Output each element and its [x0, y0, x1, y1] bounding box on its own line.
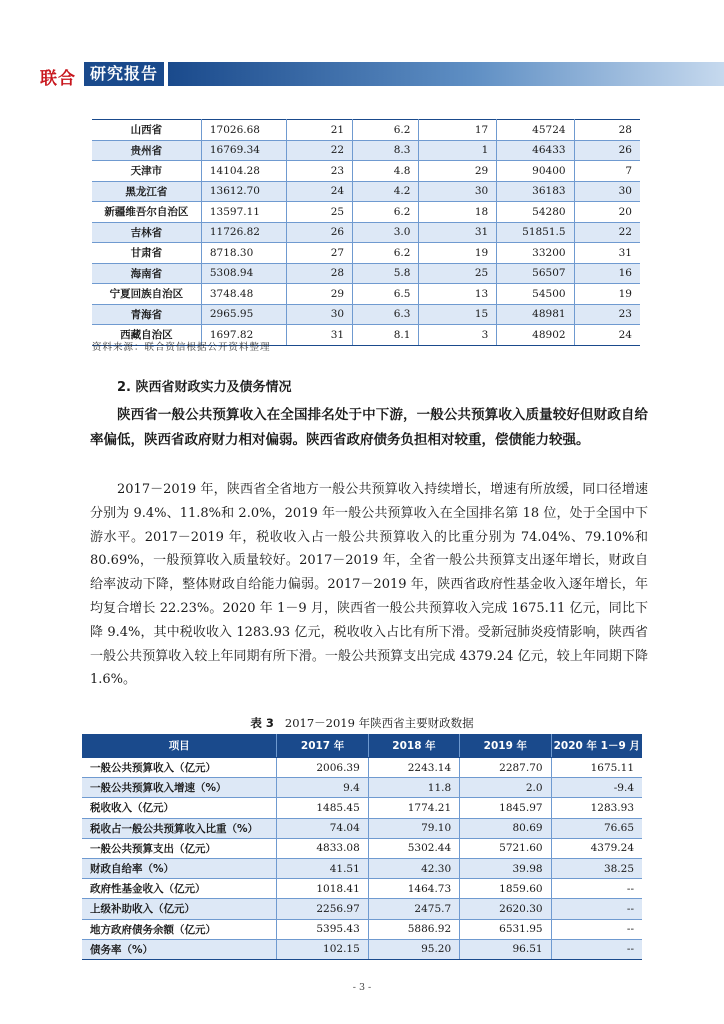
table-cell: 54500 — [497, 284, 574, 305]
column-header: 2020 年 1－9 月 — [551, 734, 642, 758]
table-row — [92, 304, 640, 325]
lead-paragraph: 陕西省一般公共预算收入在全国排名处于中下游，一般公共预算收入质量较好但财政自给率偏低，陕西省政府财力相对偏弱。陕西省政府债务负担相对较重，偿债能力较强。 — [90, 407, 648, 448]
table-cell: 31 — [574, 243, 640, 264]
table-cell: 28 — [286, 263, 352, 284]
table-cell: 96.51 — [460, 939, 551, 959]
header-gradient-bar — [168, 62, 724, 86]
table-cell: 18 — [419, 202, 497, 223]
section-title: 2. 陕西省财政实力及债务情况 — [117, 380, 292, 395]
column-header: 项目 — [82, 734, 277, 758]
table-cell: 2256.97 — [277, 899, 368, 919]
column-header: 2019 年 — [460, 734, 551, 758]
table-cell: 4379.24 — [551, 838, 642, 858]
table-cell: 3748.48 — [201, 284, 286, 305]
table-cell: 13 — [419, 284, 497, 305]
table-cell: 5395.43 — [277, 919, 368, 939]
table-row — [82, 919, 642, 939]
table-cell: 38.25 — [551, 858, 642, 878]
table-cell: 102.15 — [277, 939, 368, 959]
table-row — [92, 181, 640, 202]
table-cell: 6531.95 — [460, 919, 551, 939]
table-cell: 27 — [286, 243, 352, 264]
source-note: 资料来源：联合资信根据公开资料整理 — [92, 342, 271, 353]
table-cell: 9.4 — [277, 778, 368, 798]
table-cell: 90400 — [497, 161, 574, 182]
table-cell: 8.3 — [353, 140, 419, 161]
table-cell: 1697.82 — [201, 325, 286, 346]
table-cell: 1018.41 — [277, 879, 368, 899]
province-name-cell: 海南省 — [92, 263, 201, 284]
table-cell: -- — [551, 879, 642, 899]
table-cell: 25 — [419, 263, 497, 284]
table-cell: 30 — [419, 181, 497, 202]
table3-caption-label: 表 3 — [250, 716, 274, 730]
brand-blue-label: 研究报告 — [84, 62, 164, 86]
table-cell: 1 — [419, 140, 497, 161]
brand-red-label: 联合 — [40, 69, 76, 89]
table-cell: 74.04 — [277, 818, 368, 838]
table-cell: 2965.95 — [201, 304, 286, 325]
table-cell: 2006.39 — [277, 758, 368, 778]
report-header — [0, 62, 724, 88]
table-cell: 79.10 — [368, 818, 459, 838]
table-cell: 29 — [286, 284, 352, 305]
table-cell: 30 — [286, 304, 352, 325]
table-cell: 29 — [419, 161, 497, 182]
table-row — [82, 858, 642, 878]
table-cell: 22 — [574, 222, 640, 243]
table-row — [82, 899, 642, 919]
table-cell: 56507 — [497, 263, 574, 284]
table-cell: 1845.97 — [460, 798, 551, 818]
table-cell: -- — [551, 939, 642, 959]
province-name-cell: 甘肃省 — [92, 243, 201, 264]
row-label-cell: 财政自给率（%） — [82, 858, 277, 878]
table-row — [82, 758, 642, 778]
province-name-cell: 山西省 — [92, 120, 201, 141]
table-cell: 2287.70 — [460, 758, 551, 778]
table-cell: 23 — [574, 304, 640, 325]
province-name-cell: 天津市 — [92, 161, 201, 182]
province-name-cell: 青海省 — [92, 304, 201, 325]
table-cell: 11726.82 — [201, 222, 286, 243]
table-cell: -- — [551, 899, 642, 919]
province-name-cell: 贵州省 — [92, 140, 201, 161]
table-cell: 13597.11 — [201, 202, 286, 223]
table-cell: 23 — [286, 161, 352, 182]
table-cell: 45724 — [497, 120, 574, 141]
table-cell: 4.8 — [353, 161, 419, 182]
table-cell: 5302.44 — [368, 838, 459, 858]
province-name-cell: 西藏自治区 — [92, 325, 201, 346]
table-row — [92, 243, 640, 264]
table-cell: 21 — [286, 120, 352, 141]
column-header: 2017 年 — [277, 734, 368, 758]
table-cell: 80.69 — [460, 818, 551, 838]
table-cell: 48981 — [497, 304, 574, 325]
table-cell: 33200 — [497, 243, 574, 264]
table-cell: 1283.93 — [551, 798, 642, 818]
table-cell: 26 — [286, 222, 352, 243]
table-cell: 11.8 — [368, 778, 459, 798]
table-cell: 7 — [574, 161, 640, 182]
table-cell: 24 — [286, 181, 352, 202]
table-row — [82, 879, 642, 899]
row-label-cell: 债务率（%） — [82, 939, 277, 959]
table-cell: 30 — [574, 181, 640, 202]
table-cell: 26 — [574, 140, 640, 161]
row-label-cell: 税收占一般公共预算收入比重（%） — [82, 818, 277, 838]
table-cell: 16769.34 — [201, 140, 286, 161]
table-cell: 1675.11 — [551, 758, 642, 778]
table-row — [92, 161, 640, 182]
table-row — [82, 838, 642, 858]
table3-caption-text: 2017－2019 年陕西省主要财政数据 — [284, 716, 474, 730]
body-paragraph: 2017－2019 年，陕西省全省地方一般公共预算收入持续增长，增速有所放缓，同口径增速分别为 9.4%、11.8%和 2.0%，2019 年一般公共预算收入在全国排名第 18 位，处于全国中下游水平。2017－2019 年，税收收入占一般公共预算收入的比重分别为 74.04%、79.10%和 80.69%，一般预算收入质量较好。2017－2019 年，全省一般公共预算支出逐年增长，财政自给率波动下降，整体财政自给能力偏弱。2017－2019 年，陕西省政府性基金收入逐年增长，年均复合增长 22.23%。2020 年 1－9 月，陕西省一般公共预算收入完成 1675.11 亿元，同比下降 9.4%，其中税收收入 1283.93 亿元，税收收入占比有所下滑。受新冠肺炎疫情影响，陕西省一般公共预算收入较上年同期有所下滑。一般公共预算支出完成 4379.24 亿元，较上年同期下降 1.6%。 — [90, 482, 648, 688]
table-cell: 28 — [574, 120, 640, 141]
table-cell: 46433 — [497, 140, 574, 161]
table-cell: 5.8 — [353, 263, 419, 284]
table-cell: 31 — [419, 222, 497, 243]
table-row — [92, 222, 640, 243]
table-cell: 31 — [286, 325, 352, 346]
table-cell: 2243.14 — [368, 758, 459, 778]
table-cell: 5308.94 — [201, 263, 286, 284]
table-row — [92, 284, 640, 305]
table-cell: 4.2 — [353, 181, 419, 202]
table-cell: 25 — [286, 202, 352, 223]
table-cell: 17026.68 — [201, 120, 286, 141]
table-cell: 16 — [574, 263, 640, 284]
table-cell: 2475.7 — [368, 899, 459, 919]
table-cell: 20 — [574, 202, 640, 223]
table-cell: 39.98 — [460, 858, 551, 878]
table-cell: 2.0 — [460, 778, 551, 798]
table-cell: 76.65 — [551, 818, 642, 838]
table-cell: 2620.30 — [460, 899, 551, 919]
table-cell: 3 — [419, 325, 497, 346]
table-cell: 19 — [419, 243, 497, 264]
row-label-cell: 政府性基金收入（亿元） — [82, 879, 277, 899]
table-cell: 41.51 — [277, 858, 368, 878]
table-row — [82, 778, 642, 798]
page-number: - 3 - — [352, 982, 372, 993]
table-row — [92, 263, 640, 284]
table-cell: 54280 — [497, 202, 574, 223]
row-label-cell: 地方政府债务余额（亿元） — [82, 919, 277, 939]
province-name-cell: 新疆维吾尔自治区 — [92, 202, 201, 223]
table-cell: 48902 — [497, 325, 574, 346]
table-cell: 15 — [419, 304, 497, 325]
row-label-cell: 税收收入（亿元） — [82, 798, 277, 818]
table-row — [82, 798, 642, 818]
table-cell: 1859.60 — [460, 879, 551, 899]
table-row — [92, 120, 640, 141]
table-cell: 17 — [419, 120, 497, 141]
table-cell: 95.20 — [368, 939, 459, 959]
province-name-cell: 宁夏回族自治区 — [92, 284, 201, 305]
table-cell: 4833.08 — [277, 838, 368, 858]
table-row — [82, 939, 642, 959]
province-name-cell: 吉林省 — [92, 222, 201, 243]
finance-table-header — [82, 734, 642, 758]
table-cell: 6.2 — [353, 243, 419, 264]
table-cell: 5886.92 — [368, 919, 459, 939]
table-cell: 6.2 — [353, 202, 419, 223]
table-cell: 14104.28 — [201, 161, 286, 182]
table-cell: 42.30 — [368, 858, 459, 878]
table-cell: 51851.5 — [497, 222, 574, 243]
table-cell: 22 — [286, 140, 352, 161]
table-cell: -- — [551, 919, 642, 939]
row-label-cell: 一般公共预算收入增速（%） — [82, 778, 277, 798]
table-row — [82, 818, 642, 838]
table3-caption — [0, 715, 724, 731]
row-label-cell: 一般公共预算支出（亿元） — [82, 838, 277, 858]
table-cell: 6.3 — [353, 304, 419, 325]
table-cell: -9.4 — [551, 778, 642, 798]
row-label-cell: 上级补助收入（亿元） — [82, 899, 277, 919]
row-label-cell: 一般公共预算收入（亿元） — [82, 758, 277, 778]
finance-table — [82, 734, 642, 960]
table-cell: 1774.21 — [368, 798, 459, 818]
province-name-cell: 黑龙江省 — [92, 181, 201, 202]
table-cell: 6.2 — [353, 120, 419, 141]
table-cell: 5721.60 — [460, 838, 551, 858]
table-cell: 6.5 — [353, 284, 419, 305]
table-cell: 13612.70 — [201, 181, 286, 202]
table-cell: 1464.73 — [368, 879, 459, 899]
table-row — [92, 202, 640, 223]
table-cell: 1485.45 — [277, 798, 368, 818]
table-cell: 19 — [574, 284, 640, 305]
table-cell: 3.0 — [353, 222, 419, 243]
column-header: 2018 年 — [368, 734, 459, 758]
table-cell: 24 — [574, 325, 640, 346]
table-cell: 8.1 — [353, 325, 419, 346]
table-cell: 36183 — [497, 181, 574, 202]
table-cell: 8718.30 — [201, 243, 286, 264]
table-row — [92, 140, 640, 161]
province-ranking-table — [92, 119, 640, 346]
